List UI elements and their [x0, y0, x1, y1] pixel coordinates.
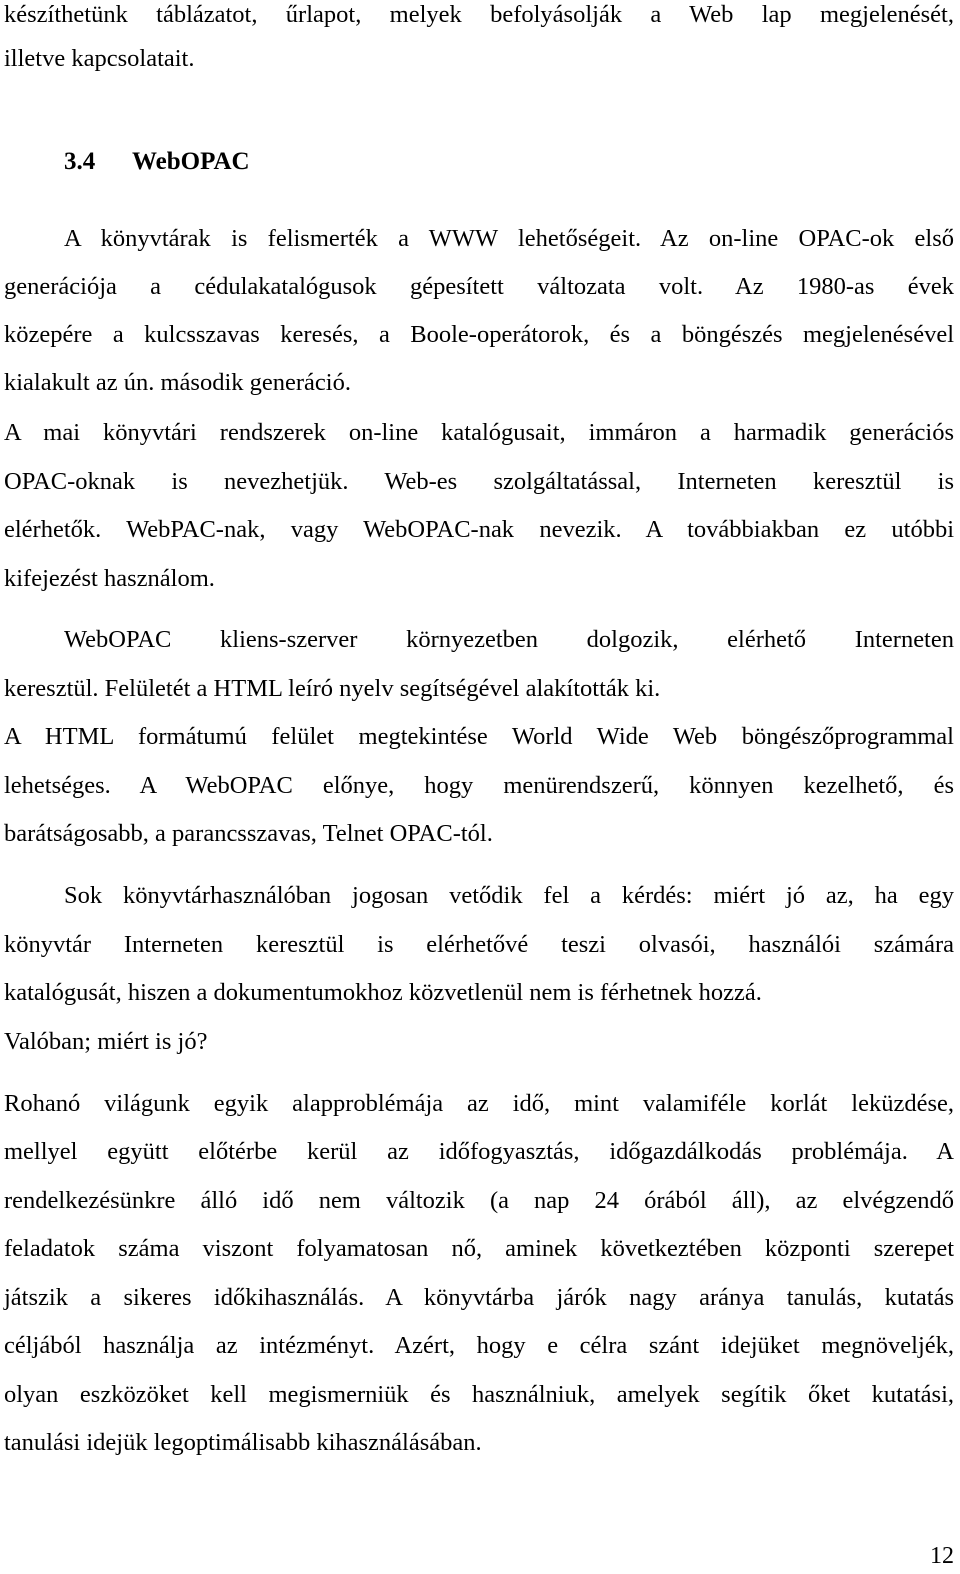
text-line: céljából használja az intézményt. Azért, hogy e célra szánt idejüket megnöveljék, — [4, 1332, 954, 1359]
text-line: elérhetők. WebPAC-nak, vagy WebOPAC-nak nevezik. A továbbiakban ez utóbbi — [4, 516, 954, 543]
text-line: barátságosabb, a parancsszavas, Telnet OPAC-tól. — [4, 820, 493, 847]
text-line: lehetséges. A WebOPAC előnye, hogy menürendszerű, könnyen kezelhető, és — [4, 772, 954, 799]
section-title: WebOPAC — [132, 148, 250, 175]
text-line: katalógusát, hiszen a dokumentumokhoz közvetlenül nem is férhetnek hozzá. — [4, 979, 762, 1006]
text-line: tanulási idejük legoptimálisabb kihasználásában. — [4, 1429, 482, 1456]
text-line: Sok könyvtárhasználóban jogosan vetődik fel a kérdés: miért jó az, ha egy — [64, 882, 954, 909]
page-number: 12 — [930, 1543, 954, 1569]
text-line: játszik a sikeres időkihasználás. A könyvtárba járók nagy aránya tanulás, kutatás — [4, 1284, 954, 1311]
text-line: OPAC-oknak is nevezhetjük. Web-es szolgáltatással, Interneten keresztül is — [4, 468, 954, 495]
text-line: WebOPAC kliens-szerver környezetben dolgozik, elérhető Interneten — [64, 626, 954, 653]
text-line: készíthetünk táblázatot, űrlapot, melyek befolyásolják a Web lap megjelenését, — [4, 1, 954, 28]
text-line: Valóban; miért is jó? — [4, 1028, 208, 1055]
text-line: feladatok száma viszont folyamatosan nő, aminek következtében központi szerepet — [4, 1235, 954, 1262]
section-heading — [64, 147, 250, 177]
text-line: kialakult az ún. második generáció. — [4, 369, 351, 396]
text-line: könyvtár Interneten keresztül is elérhetővé teszi olvasói, használói számára — [4, 931, 954, 958]
text-line: kifejezést használom. — [4, 565, 215, 592]
text-line: rendelkezésünkre álló idő nem változik (a nap 24 órából áll), az elvégzendő — [4, 1187, 954, 1214]
text-line: mellyel együtt előtérbe kerül az időfogyasztás, időgazdálkodás problémája. A — [4, 1138, 954, 1165]
text-line: A könyvtárak is felismerték a WWW lehetőségeit. Az on-line OPAC-ok első — [64, 225, 954, 252]
section-number: 3.4 — [64, 148, 96, 175]
text-line: illetve kapcsolatait. — [4, 45, 195, 72]
text-line: A HTML formátumú felület megtekintése World Wide Web böngészőprogrammal — [4, 723, 954, 750]
text-line: generációja a cédulakatalógusok gépesített változata volt. Az 1980-as évek — [4, 273, 954, 300]
text-line: olyan eszközöket kell megismerniük és használniuk, amelyek segítik őket kutatási, — [4, 1381, 954, 1408]
text-line: keresztül. Felületét a HTML leíró nyelv segítségével alakították ki. — [4, 675, 661, 702]
text-line: közepére a kulcsszavas keresés, a Boole-operátorok, és a böngészés megjelenésével — [4, 321, 954, 348]
text-line: A mai könyvtári rendszerek on-line katalógusait, immáron a harmadik generációs — [4, 419, 954, 446]
text-line: Rohanó világunk egyik alapproblémája az idő, mint valamiféle korlát leküzdése, — [4, 1090, 954, 1117]
